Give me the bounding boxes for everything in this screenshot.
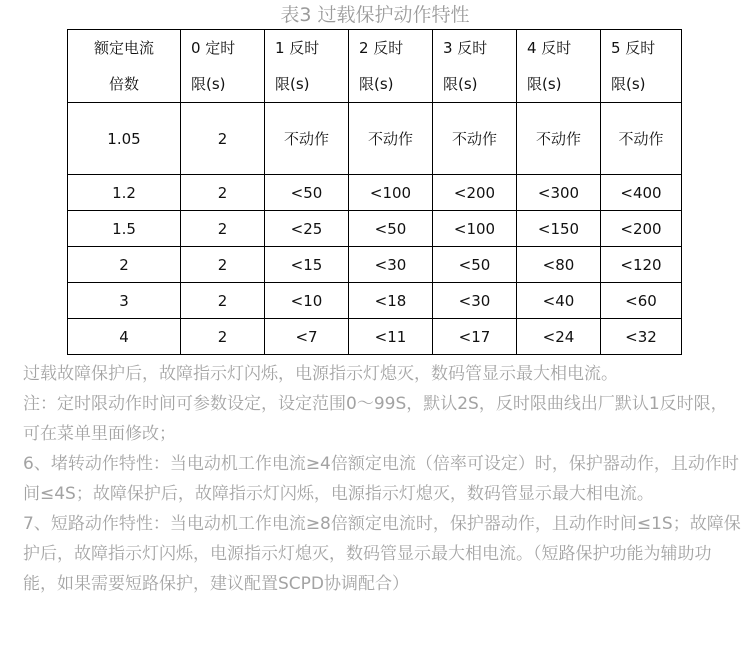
table-cell: 2 bbox=[181, 283, 265, 319]
table-cell bbox=[349, 103, 433, 175]
table-cell bbox=[433, 103, 517, 175]
header-definite-time bbox=[181, 30, 265, 103]
notes-section bbox=[23, 359, 743, 599]
table-cell bbox=[265, 103, 349, 175]
header-line: 限(s) bbox=[359, 75, 394, 93]
header-line: 1 反时 bbox=[275, 39, 320, 57]
header-line: 4 反时 bbox=[527, 39, 572, 57]
stall-characteristics-paragraph: 6、堵转动作特性：当电动机工作电流≥4倍额定电流（倍率可设定）时，保护器动作，且动作时间≤4S；故障保护后，故障指示灯闪烁，电源指示灯熄灭，数码管显示最大相电流。 bbox=[23, 454, 739, 504]
header-line: 限(s) bbox=[191, 75, 226, 93]
table-cell: 2 bbox=[68, 247, 181, 283]
overload-characteristics-table bbox=[67, 29, 682, 355]
table-cell: <300 bbox=[517, 175, 601, 211]
table-cell: 2 bbox=[181, 103, 265, 175]
table-cell: 1.5 bbox=[68, 211, 181, 247]
table-cell: <40 bbox=[517, 283, 601, 319]
table-cell: 2 bbox=[181, 319, 265, 355]
cell-text: 不动作 bbox=[536, 129, 582, 148]
header-line: 限(s) bbox=[443, 75, 478, 93]
table-cell: <32 bbox=[601, 319, 682, 355]
table-cell: <120 bbox=[601, 247, 682, 283]
table-cell: 2 bbox=[181, 247, 265, 283]
header-rated-current-multiple bbox=[68, 30, 181, 103]
table-row bbox=[68, 211, 682, 247]
table-cell: <30 bbox=[433, 283, 517, 319]
overload-fault-paragraph: 过载故障保护后，故障指示灯闪烁，电源指示灯熄灭，数码管显示最大相电流。 bbox=[23, 364, 618, 384]
table-row bbox=[68, 247, 682, 283]
header-line: 额定电流 bbox=[93, 39, 154, 57]
header-inverse-time-4 bbox=[517, 30, 601, 103]
table-cell: <24 bbox=[517, 319, 601, 355]
table-cell: <17 bbox=[433, 319, 517, 355]
table-cell bbox=[517, 103, 601, 175]
table-cell: <25 bbox=[265, 211, 349, 247]
table-cell: <50 bbox=[433, 247, 517, 283]
cell-text: 不动作 bbox=[618, 129, 664, 148]
header-inverse-time-5 bbox=[601, 30, 682, 103]
table-cell: <200 bbox=[433, 175, 517, 211]
table-cell: <18 bbox=[349, 283, 433, 319]
table-cell: <50 bbox=[265, 175, 349, 211]
table-row bbox=[68, 319, 682, 355]
table-cell: <15 bbox=[265, 247, 349, 283]
header-line: 限(s) bbox=[527, 75, 562, 93]
header-line: 0 定时 bbox=[191, 39, 236, 57]
header-line: 限(s) bbox=[275, 75, 310, 93]
table-cell: <80 bbox=[517, 247, 601, 283]
table-cell: 4 bbox=[68, 319, 181, 355]
table-cell: <11 bbox=[349, 319, 433, 355]
table-cell: 1.2 bbox=[68, 175, 181, 211]
cell-text: 不动作 bbox=[452, 129, 498, 148]
header-line: 限(s) bbox=[611, 75, 646, 93]
note-paragraph: 注：定时限动作时间可参数设定，设定范围0～99S，默认2S，反时限曲线出厂默认1反时限，可在菜单里面修改； bbox=[23, 394, 728, 444]
header-line: 5 反时 bbox=[611, 39, 656, 57]
table-row bbox=[68, 103, 682, 175]
cell-text: 不动作 bbox=[284, 129, 330, 148]
table-cell: <200 bbox=[601, 211, 682, 247]
table-cell: <400 bbox=[601, 175, 682, 211]
table-cell: <50 bbox=[349, 211, 433, 247]
table-cell: <60 bbox=[601, 283, 682, 319]
table-row bbox=[68, 175, 682, 211]
table-cell: 1.05 bbox=[68, 103, 181, 175]
header-line: 倍数 bbox=[108, 75, 139, 93]
table-caption: 表3 过载保护动作特性 bbox=[280, 4, 470, 26]
table-cell: 2 bbox=[181, 175, 265, 211]
table-cell: <100 bbox=[349, 175, 433, 211]
table-row bbox=[68, 283, 682, 319]
short-circuit-characteristics-paragraph: 7、短路动作特性：当电动机工作电流≥8倍额定电流时，保护器动作，且动作时间≤1S；故障保护后，故障指示灯闪烁，电源指示灯熄灭，数码管显示最大相电流。（短路保护功能为辅助功能，如果需要短路保护，建议配置SCPD协调配合） bbox=[23, 514, 741, 594]
table-cell: 2 bbox=[181, 211, 265, 247]
table-cell: <150 bbox=[517, 211, 601, 247]
table-cell: 3 bbox=[68, 283, 181, 319]
header-inverse-time-2 bbox=[349, 30, 433, 103]
table-cell: <7 bbox=[265, 319, 349, 355]
header-line: 3 反时 bbox=[443, 39, 488, 57]
table-cell: <100 bbox=[433, 211, 517, 247]
table-header-row bbox=[68, 30, 682, 103]
table-cell: <30 bbox=[349, 247, 433, 283]
header-inverse-time-1 bbox=[265, 30, 349, 103]
table-cell bbox=[601, 103, 682, 175]
table-cell: <10 bbox=[265, 283, 349, 319]
header-line: 2 反时 bbox=[359, 39, 404, 57]
cell-text: 不动作 bbox=[368, 129, 414, 148]
header-inverse-time-3 bbox=[433, 30, 517, 103]
